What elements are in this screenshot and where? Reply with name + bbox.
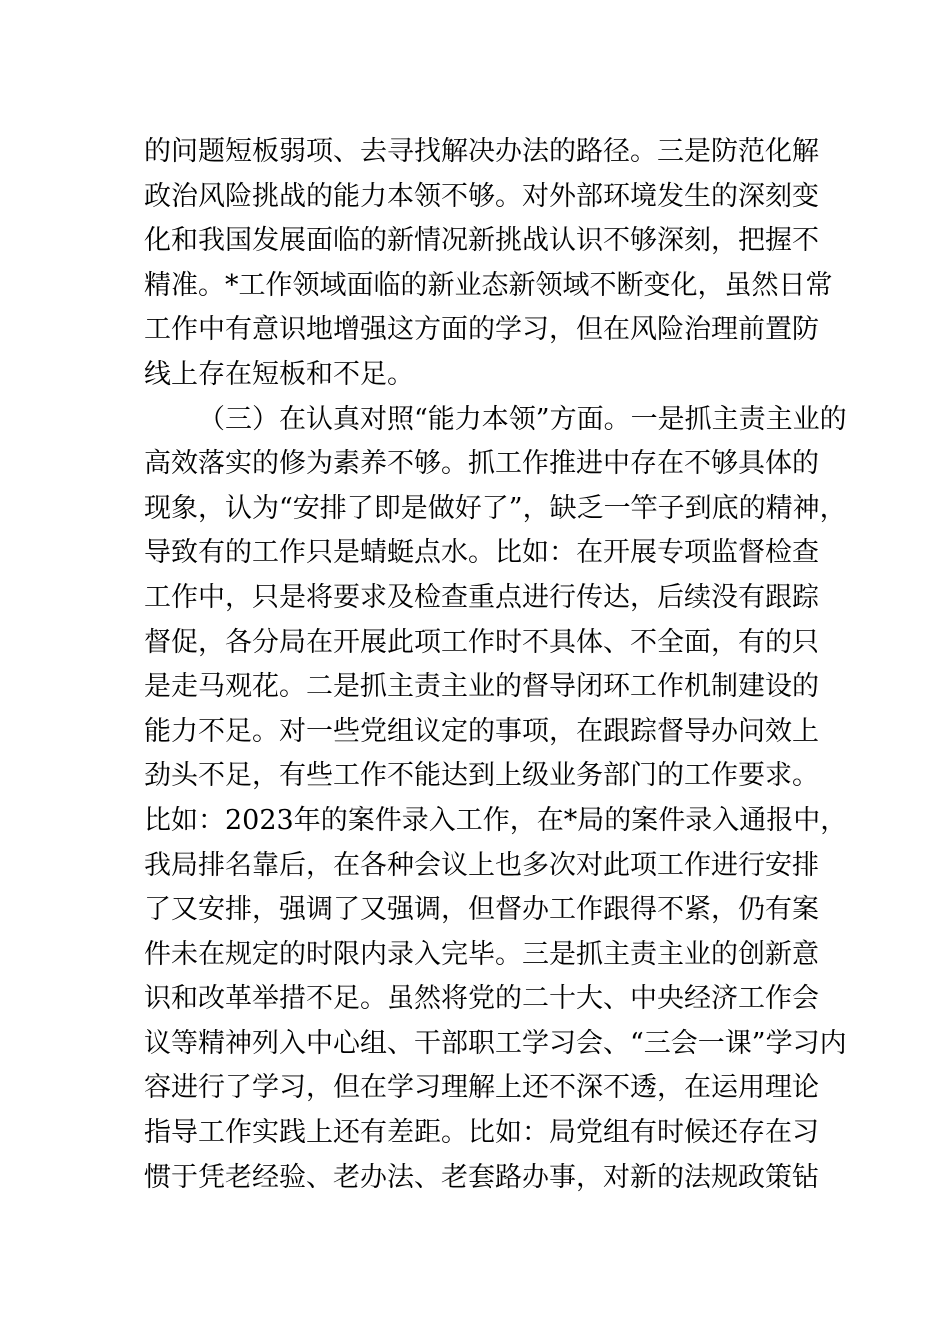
text-line: 我局排名靠后，在各种会议上也多次对此项工作进行安排 bbox=[144, 849, 819, 881]
text-line: 指导工作实践上还有差距。比如：局党组有时候还存在习 bbox=[144, 1117, 819, 1149]
text-line: 精准。*工作领域面临的新业态新领域不断变化，虽然日常 bbox=[144, 269, 833, 301]
text-line: 高效落实的修为素养不够。抓工作推进中存在不够具体的 bbox=[144, 448, 819, 480]
text-line: 能力不足。对一些党组议定的事项，在跟踪督导办问效上 bbox=[144, 715, 819, 747]
text-line: 工作中，只是将要求及检查重点进行传达，后续没有跟踪 bbox=[144, 581, 819, 613]
text-line: 是走马观花。二是抓主责主业的督导闭环工作机制建设的 bbox=[144, 671, 819, 703]
body-text bbox=[144, 130, 848, 1200]
text-line: 容进行了学习，但在学习理解上还不深不透，在运用理论 bbox=[144, 1072, 819, 1104]
text-line: 的问题短板弱项、去寻找解决办法的路径。三是防范化解 bbox=[144, 136, 819, 167]
text-line: 比如：2023年的案件录入工作，在*局的案件录入通报中， bbox=[144, 804, 848, 836]
text-line: 工作中有意识地增强这方面的学习，但在风险治理前置防 bbox=[144, 314, 819, 346]
section-heading-line: （三）在认真对照“能力本领”方面。一是抓主责主业的 bbox=[198, 403, 847, 435]
text-line: 现象，认为“安排了即是做好了”，缺乏一竿子到底的精神， bbox=[144, 492, 847, 524]
text-line: 件未在规定的时限内录入完毕。三是抓主责主业的创新意 bbox=[144, 938, 819, 970]
text-line: 督促，各分局在开展此项工作时不具体、不全面，有的只 bbox=[144, 626, 819, 658]
text-line: 识和改革举措不足。虽然将党的二十大、中央经济工作会 bbox=[144, 983, 819, 1015]
text-line: 劲头不足，有些工作不能达到上级业务部门的工作要求。 bbox=[144, 760, 819, 792]
text-line: 导致有的工作只是蜻蜓点水。比如：在开展专项监督检查 bbox=[144, 537, 819, 569]
text-line: 化和我国发展面临的新情况新挑战认识不够深刻，把握不 bbox=[144, 225, 819, 257]
text-line: 议等精神列入中心组、干部职工学习会、“三会一课”学习内 bbox=[144, 1027, 847, 1059]
text-line: 线上存在短板和不足。 bbox=[144, 358, 414, 390]
text-line: 了又安排，强调了又强调，但督办工作跟得不紧，仍有案 bbox=[144, 894, 819, 926]
text-line: 政治风险挑战的能力本领不够。对外部环境发生的深刻变 bbox=[144, 180, 819, 212]
text-line: 惯于凭老经验、老办法、老套路办事，对新的法规政策钻 bbox=[144, 1161, 819, 1193]
